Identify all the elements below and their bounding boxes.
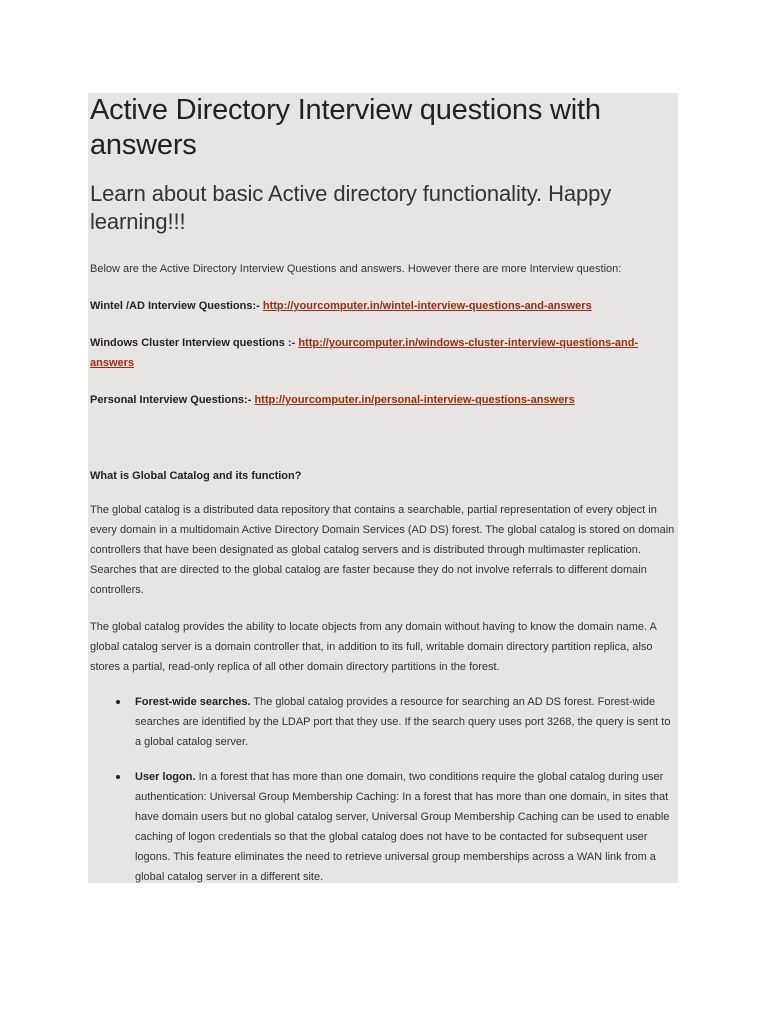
link-row-personal bbox=[90, 390, 676, 410]
paragraph: The global catalog is a distributed data repository that contains a searchable, partial representation of every object in every domain in a multidomain Active Directory Domain Services (AD DS) forest. The global catalog is stored on domain controllers that have been designated as global catalog servers and is distributed through multimaster replication. Searches that are directed to the global catalog are faster because they do not involve referrals to different domain controllers. bbox=[90, 504, 675, 596]
document-content bbox=[88, 93, 678, 883]
list-item-term: User logon. bbox=[135, 771, 196, 783]
link-row-wintel bbox=[90, 296, 676, 316]
paragraph: The global catalog provides the ability to locate objects from any domain without having to know the domain name. A global catalog server is a domain controller that, in addition to its full, writable domain directory partition replica, also stores a partial, read-only replica of all other domain directory partitions in the forest. bbox=[90, 621, 657, 673]
wintel-questions-link[interactable]: http://yourcomputer.in/wintel-interview-questions-and-answers bbox=[262, 300, 592, 312]
question-heading bbox=[90, 466, 676, 486]
personal-questions-link[interactable]: http://yourcomputer.in/personal-interview-questions-answers bbox=[254, 394, 575, 406]
intro-text: Below are the Active Directory Interview Questions and answers. However there are more Interview question: bbox=[90, 263, 622, 275]
list-item-term: Forest-wide searches. bbox=[135, 696, 251, 708]
feature-list bbox=[90, 692, 676, 887]
link-row-cluster bbox=[90, 333, 676, 373]
link-label: Wintel /AD Interview Questions:- bbox=[90, 300, 263, 312]
page-title: Active Directory Interview questions with answers bbox=[90, 94, 601, 161]
list-item bbox=[90, 767, 676, 887]
link-label: Personal Interview Questions:- bbox=[90, 394, 255, 406]
cluster-questions-link[interactable]: http://yourcomputer.in/windows-cluster-interview-questions-and-answers bbox=[90, 337, 639, 369]
bullet-icon bbox=[116, 775, 120, 779]
link-label: Windows Cluster Interview questions :- bbox=[90, 337, 299, 349]
page-subtitle: Learn about basic Active directory functionality. Happy learning!!! bbox=[90, 181, 612, 234]
question-text: What is Global Catalog and its function? bbox=[90, 470, 302, 482]
bullet-icon bbox=[116, 700, 120, 704]
list-item-text: The global catalog provides a resource for searching an AD DS forest. Forest-wide searches are identified by the LDAP port that they use. If the search query uses port 3268, the query is sent to a global catalog server. bbox=[135, 696, 671, 748]
list-item-text: In a forest that has more than one domain, two conditions require the global catalog during user authentication: Universal Group Membership Caching: In a forest that has more than one domain, in sites that have domain users but no global catalog server, Universal Group Membership Caching can be used to enable caching of logon credentials so that the global catalog does not have to be contacted for subsequent user logons. This feature eliminates the need to retrieve universal group memberships across a WAN link from a global catalog server in a different site. bbox=[135, 771, 670, 883]
list-item bbox=[90, 692, 676, 752]
